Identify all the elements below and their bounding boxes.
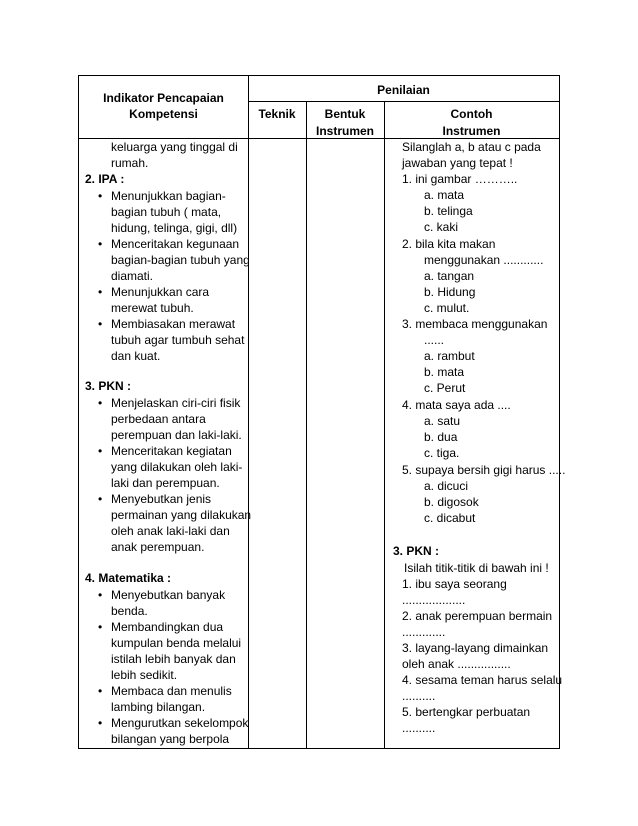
mat-item-2-l1: • Membandingkan dua — [111, 620, 224, 634]
ipa-item-2 — [111, 236, 250, 284]
ipa-item-2-l2: bagian-bagian tubuh yang — [111, 253, 250, 267]
mat-item-1 — [111, 587, 225, 619]
pkn-item-3-l1: • Menyebutkan jenis — [111, 492, 212, 506]
ipa-item-1-l2: bagian tubuh ( mata, — [111, 205, 222, 219]
ipa-item-3-l1: • Menunjukkan cara — [111, 285, 210, 299]
p3-l2: oleh anak ................ — [402, 657, 511, 671]
q3-opt-c: c. Perut — [424, 381, 466, 395]
q2-opt-c: c. mulut. — [424, 301, 470, 315]
pkn-item-1-l2: perbedaan antara — [111, 412, 206, 426]
p2-l1: 2. anak perempuan bermain — [402, 609, 553, 623]
right-pkn-intro: Isilah titik-titik di bawah ini ! — [404, 561, 549, 575]
right-intro-l1: Silanglah a, b atau c pada — [402, 140, 541, 154]
q4-opt-c: c. tiga. — [424, 446, 460, 460]
pkn-item-3-l4: anak perempuan. — [111, 540, 205, 554]
header-contoh-line2: Instrumen — [442, 124, 501, 138]
header-penilaian: Penilaian — [377, 83, 430, 97]
q1-opt-a: a. mata — [424, 188, 465, 202]
ipa-item-3 — [111, 284, 209, 316]
p3-l1: 3. layang-layang dimainkan — [402, 641, 549, 655]
ipa-item-1-l3: hidung, telinga, gigi, dll) — [111, 221, 238, 235]
q1-opt-c: c. kaki — [424, 220, 459, 234]
ipa-item-3-l2: merewat tubuh. — [111, 301, 194, 315]
header-contoh-line1: Contoh — [450, 107, 493, 121]
q3-text-l1: 3. membaca menggunakan — [402, 317, 548, 331]
q5-text: 5. supaya bersih gigi harus ..... — [402, 463, 566, 477]
q3-text-l2: ...... — [424, 333, 445, 347]
p5-l2: .......... — [402, 721, 436, 735]
header-bentuk-line1: Bentuk — [324, 107, 366, 121]
ipa-title: 2. IPA : — [85, 172, 125, 186]
mat-item-3 — [111, 683, 232, 715]
p4-l1: 4. sesama teman harus selalu — [402, 673, 563, 687]
col-divider-1 — [248, 76, 249, 748]
p2-l2: ............. — [402, 625, 446, 639]
q1-opt-b: b. telinga — [424, 204, 473, 218]
ipa-item-1 — [111, 188, 237, 236]
pkn-item-2 — [111, 443, 242, 491]
p4-l2: .......... — [402, 689, 436, 703]
ipa-item-2-l3: diamati. — [111, 269, 154, 283]
right-intro-l2: jawaban yang tepat ! — [402, 156, 513, 170]
mat-item-2 — [111, 619, 241, 683]
q2-opt-a: a. tangan — [424, 269, 475, 283]
q4-opt-a: a. satu — [424, 414, 461, 428]
header-indikator-line1: Indikator Pencapaian — [103, 91, 224, 105]
q2-text-l2: menggunakan ............ — [424, 253, 544, 267]
col-divider-3 — [384, 101, 385, 748]
ipa-item-4-l2: tubuh agar tumbuh sehat — [111, 333, 245, 347]
q1-text: 1. ini gambar ……….. — [402, 172, 518, 186]
pkn-item-3-l3: oleh anak laki-laki dan — [111, 524, 230, 538]
left-cont-line2: rumah. — [111, 156, 149, 170]
penilaian-divider — [248, 101, 559, 102]
header-bentuk — [306, 106, 384, 139]
mat-item-4-l2: bilangan yang berpola — [111, 732, 230, 746]
q5-opt-c: c. dicabut — [424, 511, 476, 525]
pkn-item-1-l1: • Menjelaskan ciri-ciri fisik — [111, 396, 241, 410]
mat-title: 4. Matematika : — [85, 571, 172, 585]
left-cont-line1: keluarga yang tinggal di — [111, 140, 238, 154]
p1-l1: 1. ibu saya seorang — [402, 577, 507, 591]
pkn-item-3 — [111, 491, 251, 555]
q2-text-l1: 2. bila kita makan — [402, 237, 496, 251]
mat-item-2-l2: kumpulan benda melalui — [111, 636, 242, 650]
mat-item-2-l3: istilah lebih banyak dan — [111, 652, 236, 666]
mat-item-3-l2: lambing bilangan. — [111, 700, 206, 714]
ipa-item-1-l1: • Menunjukkan bagian- — [111, 189, 226, 203]
header-bentuk-line2: Instrumen — [315, 124, 374, 138]
pkn-title: 3. PKN : — [85, 379, 132, 393]
mat-item-1-l1: • Menyebutkan banyak — [111, 588, 226, 602]
q5-opt-a: a. dicuci — [424, 479, 469, 493]
p1-l2: ................... — [402, 593, 466, 607]
pkn-item-3-l2: permainan yang dilakukan — [111, 508, 252, 522]
pkn-item-2-l3: laki dan perempuan. — [111, 476, 220, 490]
q5-opt-b: b. digosok — [424, 495, 479, 509]
ipa-item-4 — [111, 316, 244, 364]
ipa-item-2-l1: • Menceritakan kegunaan — [111, 237, 240, 251]
mat-item-4 — [111, 715, 248, 747]
q3-opt-b: b. mata — [424, 365, 465, 379]
header-indikator-line2: Kompetensi — [129, 107, 198, 121]
pkn-item-1-l3: perempuan dan laki-laki. — [111, 428, 242, 442]
header-indikator — [79, 90, 248, 122]
q4-text: 4. mata saya ada .... — [402, 398, 511, 412]
p5-l1: 5. bertengkar perbuatan — [402, 705, 531, 719]
pkn-item-2-l2: yang dilakukan oleh laki- — [111, 460, 243, 474]
mat-item-3-l1: • Membaca dan menulis — [111, 684, 232, 698]
col-divider-2 — [306, 101, 307, 748]
pkn-item-2-l1: • Menceritakan kegiatan — [111, 444, 232, 458]
q4-opt-b: b. dua — [424, 430, 458, 444]
pkn-item-1 — [111, 395, 242, 443]
mat-item-2-l4: lebih sedikit. — [111, 668, 178, 682]
mat-item-1-l2: benda. — [111, 604, 148, 618]
header-contoh — [384, 106, 559, 139]
q2-opt-b: b. Hidung — [424, 285, 476, 299]
mat-item-4-l1: • Mengurutkan sekelompok — [111, 716, 249, 730]
ipa-item-4-l1: • Membiasakan merawat — [111, 317, 236, 331]
right-pkn-title: 3. PKN : — [393, 544, 440, 558]
ipa-item-4-l3: dan kuat. — [111, 349, 161, 363]
q3-opt-a: a. rambut — [424, 349, 475, 363]
header-teknik: Teknik — [258, 107, 296, 121]
